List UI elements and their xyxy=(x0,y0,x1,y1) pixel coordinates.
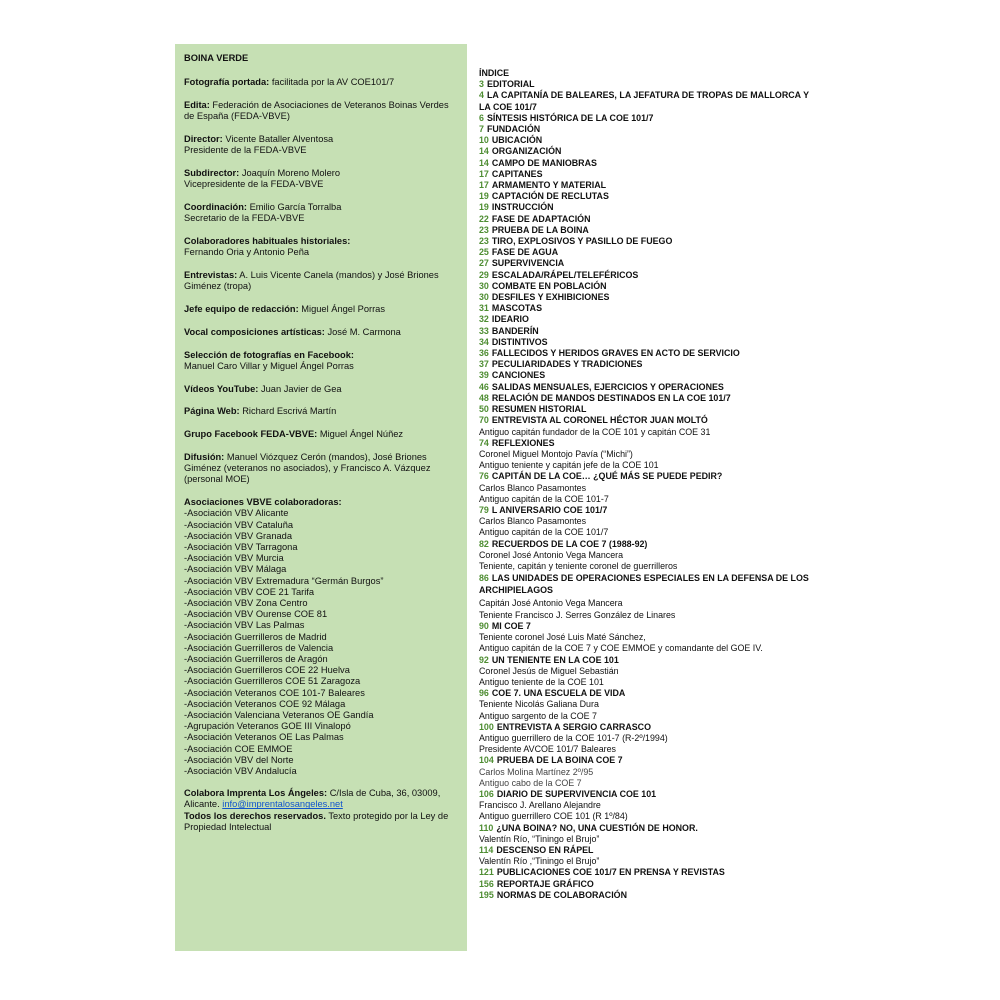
credit-item xyxy=(184,406,461,417)
toc-page-number: 27 xyxy=(479,258,489,269)
credit-item xyxy=(184,77,461,88)
credit-value-line2: Secretario de la FEDA-VBVE xyxy=(184,213,305,224)
toc-entry-title: LAS UNIDADES DE OPERACIONES ESPECIALES EN LA DEFENSA DE LOS ARCHIPIELAGOS xyxy=(479,573,809,596)
toc-entry xyxy=(479,722,809,733)
association-item: -Asociación VBV Cataluña xyxy=(184,519,294,530)
toc-page-number: 10 xyxy=(479,135,489,146)
toc-entry xyxy=(479,169,809,180)
toc-entry-author: Coronel José Antonio Vega Mancera xyxy=(479,549,624,560)
association-item: -Asociación VBV del Norte xyxy=(184,754,294,765)
association-item: -Asociación VBV Andalucía xyxy=(184,766,297,777)
credit-value-line2: Fernando Oria y Antonio Peña xyxy=(184,247,310,258)
toc-entry xyxy=(479,326,809,337)
association-item: -Asociación VBV Málaga xyxy=(184,564,287,575)
toc-page-number: 29 xyxy=(479,269,489,280)
toc-entry-title: DIARIO DE SUPERVIVENCIA COE 101 xyxy=(496,789,657,799)
toc-entry-title: SUPERVIVENCIA xyxy=(491,258,565,269)
toc-entry-title: ¿UNA BOINA? NO, UNA CUESTIÓN DE HONOR. xyxy=(496,822,698,833)
toc-entry-title: RECUERDOS DE LA COE 7 (1988-92) xyxy=(491,538,648,549)
toc-page-number: 4 xyxy=(479,90,484,101)
toc-page-number: 30 xyxy=(479,292,489,303)
toc-entry-author: Coronel Miguel Montojo Pavía (“Michi”) xyxy=(479,448,633,459)
toc-entry-title: TIRO, EXPLOSIVOS Y PASILLO DE FUEGO xyxy=(491,236,673,247)
associations-label: Asociaciones VBVE colaboradoras: xyxy=(184,497,342,508)
toc-entry-title: FASE DE ADAPTACIÓN xyxy=(491,213,591,224)
rights-text: Texto protegido por la Ley de Propiedad Intelectual xyxy=(184,810,449,832)
association-item: -Asociación Guerrilleros de Madrid xyxy=(184,631,327,642)
toc-entry-author: Teniente Francisco J. Serres González de Linares xyxy=(479,609,676,620)
toc-entry-title: UN TENIENTE EN LA COE 101 xyxy=(491,654,619,665)
toc-entry xyxy=(479,202,809,213)
printer-label: Colabora Imprenta Los Ángeles: xyxy=(184,788,328,799)
toc-entry-title: ORGANIZACIÓN xyxy=(491,146,562,157)
credit-value: Joaquín Moreno Molero xyxy=(239,168,341,178)
toc-page-number: 156 xyxy=(479,878,494,889)
toc-page-number: 50 xyxy=(479,404,489,415)
toc-entry-title: MI COE 7 xyxy=(491,620,531,631)
toc-entry-title: L ANIVERSARIO COE 101/7 xyxy=(491,504,608,515)
toc-entry-title: REFLEXIONES xyxy=(491,437,555,448)
toc-entry xyxy=(479,404,809,415)
credit-label: Director: xyxy=(184,134,223,144)
toc-entry xyxy=(479,890,809,901)
toc-entry-title: CANCIONES xyxy=(491,370,546,381)
toc-entry-author: Carlos Molina Martínez 2º/95 xyxy=(479,766,594,777)
toc-entry-title: FALLECIDOS Y HERIDOS GRAVES EN ACTO DE SERVICIO xyxy=(491,348,740,359)
toc-entry xyxy=(479,471,809,482)
toc-page-number: 25 xyxy=(479,247,489,258)
credit-label: Edita: xyxy=(184,100,210,110)
toc-entry xyxy=(479,393,809,404)
association-item: -Asociación Guerrilleros de Aragón xyxy=(184,654,328,665)
association-item: -Asociación Guerrilleros de Valencia xyxy=(184,642,334,653)
toc-entry xyxy=(479,113,809,124)
toc-entry-author: Presidente AVCOE 101/7 Baleares xyxy=(479,744,616,755)
toc-page-number: 90 xyxy=(479,620,489,631)
toc-entry xyxy=(479,688,809,699)
toc-entry-title: REPORTAJE GRÁFICO xyxy=(496,878,594,889)
printer-email-link[interactable]: info@imprentalosangeles.net xyxy=(222,799,343,810)
toc-entry-title: FASE DE AGUA xyxy=(491,247,559,258)
credit-value: Richard Escrivá Martín xyxy=(239,406,337,417)
toc-entry xyxy=(479,505,809,516)
toc-entry-author: Valentín Río, “Tiningo el Brujo” xyxy=(479,833,600,844)
association-item: -Asociación VBV Tarragona xyxy=(184,542,298,552)
toc-entry-title: PRUEBA DE LA BOINA xyxy=(491,224,589,235)
toc-entry-title: ENTREVISTA A SERGIO CARRASCO xyxy=(496,721,651,732)
toc-entry-title: DISTINTIVOS xyxy=(491,336,548,347)
credit-item xyxy=(184,384,461,395)
credit-item xyxy=(184,452,461,486)
toc-page-number: 114 xyxy=(479,845,494,856)
toc-entry-author: Valentín Río ,“Tiningo el Brujo” xyxy=(479,856,600,867)
toc-entry xyxy=(479,158,809,169)
toc-entry xyxy=(479,146,809,157)
credit-value-line2: Manuel Caro Villar y Miguel Ángel Porras xyxy=(184,360,354,371)
toc-entry-title: MASCOTAS xyxy=(491,303,542,314)
toc-entry-title: DESFILES Y EXHIBICIONES xyxy=(491,292,610,303)
toc-entry xyxy=(479,214,809,225)
toc-entry-author: Antiguo sargento de la COE 7 xyxy=(479,710,597,721)
association-item: -Asociación Veteranos OE Las Palmas xyxy=(184,732,344,743)
toc-entry xyxy=(479,438,809,449)
credit-value: facilitada por la AV COE101/7 xyxy=(269,77,395,88)
credit-label: Vídeos YouTube: xyxy=(184,383,259,394)
toc-entry-title: RESUMEN HISTORIAL xyxy=(491,404,587,415)
toc-entry-author: Antiguo teniente y capitán jefe de la COE 101 xyxy=(479,460,659,471)
toc-entry xyxy=(479,879,809,890)
association-item: -Asociación VBV Granada xyxy=(184,530,293,541)
association-item: -Asociación VBV Ourense COE 81 xyxy=(184,609,328,620)
toc-page-number: 23 xyxy=(479,236,489,247)
toc-page-number: 31 xyxy=(479,303,489,314)
toc-entry-title: DESCENSO EN RÁPEL xyxy=(496,845,594,856)
toc-page-number: 79 xyxy=(479,504,489,515)
credit-label: Entrevistas: xyxy=(184,270,238,280)
toc-entry-author: Teniente Nicolás Galiana Dura xyxy=(479,699,599,710)
toc-entry-author: Antiguo cabo de la COE 7 xyxy=(479,777,582,788)
toc-entry-author: Coronel Jesús de Miguel Sebastián xyxy=(479,665,619,676)
toc-entry xyxy=(479,655,809,666)
toc-entry xyxy=(479,789,809,800)
toc-entry-title: EDITORIAL xyxy=(486,79,535,90)
toc-entry-title: COE 7. UNA ESCUELA DE VIDA xyxy=(491,688,626,699)
toc-entry-title: ARMAMENTO Y MATERIAL xyxy=(491,180,607,191)
toc-entry xyxy=(479,755,809,766)
toc-entry-author: Capitán José Antonio Vega Mancera xyxy=(479,597,623,608)
toc-page-number: 46 xyxy=(479,381,489,392)
toc-entry-title: INSTRUCCIÓN xyxy=(491,202,554,213)
toc-entry-author: Antiguo capitán fundador de la COE 101 y capitán COE 31 xyxy=(479,426,711,437)
toc-entry xyxy=(479,258,809,269)
credit-item xyxy=(184,327,461,338)
association-item: -Agrupación Veteranos GOE III Vinalopó xyxy=(184,721,351,732)
association-item: -Asociación Guerrilleros COE 51 Zaragoza xyxy=(184,676,361,687)
toc-page-number: 70 xyxy=(479,415,489,426)
toc-page-number: 30 xyxy=(479,280,489,291)
toc-entry-author: Antiguo guerrillero de la COE 101-7 (R-2º/1994) xyxy=(479,732,668,743)
credit-label: Página Web: xyxy=(184,406,240,417)
toc-entry xyxy=(479,348,809,359)
toc-entry xyxy=(479,90,809,112)
toc-entry xyxy=(479,337,809,348)
toc-entry-title: IDEARIO xyxy=(491,314,529,325)
credit-value: A. Luis Vicente Canela (mandos) y José Briones Giménez (tropa) xyxy=(184,270,439,292)
credit-value: Miguel Ángel Porras xyxy=(298,304,385,314)
toc-page-number: 7 xyxy=(479,124,484,135)
toc-page-number: 110 xyxy=(479,822,494,833)
toc-page-number: 37 xyxy=(479,359,489,370)
toc-entry xyxy=(479,314,809,325)
toc-entry-title: SÍNTESIS HISTÓRICA DE LA COE 101/7 xyxy=(486,112,654,123)
association-item: -Asociación COE EMMOE xyxy=(184,743,293,754)
credit-value: Vicente Bataller Alventosa xyxy=(222,134,334,144)
toc-entry-title: CAMPO DE MANIOBRAS xyxy=(491,157,597,168)
table-of-contents xyxy=(479,68,809,901)
toc-page-number: 17 xyxy=(479,180,489,191)
toc-page-number: 104 xyxy=(479,755,494,766)
toc-entry xyxy=(479,382,809,393)
toc-entry-title: CAPTACIÓN DE RECLUTAS xyxy=(491,191,609,202)
toc-page-number: 86 xyxy=(479,573,489,584)
toc-entry-title: BANDERÍN xyxy=(491,325,539,336)
credit-label: Colaboradores habituales historiales: xyxy=(184,236,351,246)
association-item: -Asociación VBV Las Palmas xyxy=(184,620,305,631)
toc-page-number: 106 xyxy=(479,789,494,799)
credit-item xyxy=(184,350,461,372)
toc-entry xyxy=(479,270,809,281)
toc-entry xyxy=(479,539,809,550)
toc-entry-author: Teniente, capitán y teniente coronel de guerrilleros xyxy=(479,560,678,571)
credit-item xyxy=(184,236,461,258)
toc-entry xyxy=(479,572,809,596)
toc-entry xyxy=(479,79,809,90)
toc-entry xyxy=(479,236,809,247)
toc-entry-author: Antiguo teniente de la COE 101 xyxy=(479,676,604,687)
credit-item xyxy=(184,304,461,315)
credit-value-line2: Vicepresidente de la FEDA-VBVE xyxy=(184,179,324,190)
toc-entry-author: Carlos Blanco Pasamontes xyxy=(479,516,587,527)
toc-page-number: 6 xyxy=(479,112,484,123)
associations-block xyxy=(184,497,461,777)
toc-entry-title: UBICACIÓN xyxy=(491,135,543,146)
toc-entry-title: LA CAPITANÍA DE BALEARES, LA JEFATURA DE TROPAS DE MALLORCA Y LA COE 101/7 xyxy=(479,90,809,112)
credits-list xyxy=(184,77,461,485)
association-item: -Asociación Veteranos COE 101-7 Baleares xyxy=(184,687,365,698)
association-item: -Asociación VBV Zona Centro xyxy=(184,598,308,609)
toc-entry xyxy=(479,303,809,314)
toc-page-number: 34 xyxy=(479,336,489,347)
toc-page-number: 121 xyxy=(479,867,494,878)
toc-entry-author: Antiguo capitán de la COE 101-7 xyxy=(479,493,609,504)
toc-entries xyxy=(479,79,809,901)
credit-value: Juan Javier de Gea xyxy=(258,383,342,394)
toc-page-number: 19 xyxy=(479,191,489,202)
toc-page-number: 23 xyxy=(479,224,489,235)
printer-address: C/Isla de Cuba, 36, 03009, Alicante. xyxy=(184,788,441,810)
toc-entry xyxy=(479,370,809,381)
toc-entry-title: PRUEBA DE LA BOINA COE 7 xyxy=(496,755,623,766)
toc-entry xyxy=(479,180,809,191)
toc-entry-author: Antiguo capitán de la COE 101/7 xyxy=(479,527,609,538)
toc-page-number: 96 xyxy=(479,688,489,699)
toc-title: ÍNDICE xyxy=(479,68,510,78)
credit-item xyxy=(184,429,461,440)
toc-page-number: 14 xyxy=(479,146,489,157)
toc-entry-title: COMBATE EN POBLACIÓN xyxy=(491,280,607,291)
toc-entry xyxy=(479,247,809,258)
credit-value: Manuel Viózquez Cerón (mandos), José Briones Giménez (veteranos no asociados), y Francisco A. Vázquez (personal MOE) xyxy=(184,451,431,485)
credit-label: Subdirector: xyxy=(184,168,240,178)
credit-label: Difusión: xyxy=(184,451,225,462)
toc-entry xyxy=(479,124,809,135)
toc-page-number: 19 xyxy=(479,202,489,213)
toc-entry xyxy=(479,292,809,303)
association-item: -Asociación Valenciana Veteranos OE Gandía xyxy=(184,710,374,721)
toc-page-number: 17 xyxy=(479,168,489,179)
credit-label: Fotografía portada: xyxy=(184,77,270,88)
toc-page-number: 195 xyxy=(479,889,494,900)
toc-page-number: 39 xyxy=(479,370,489,381)
credit-value: Emilio García Torralba xyxy=(247,202,342,212)
association-item: -Asociación Guerrilleros COE 22 Huelva xyxy=(184,665,350,676)
credit-item xyxy=(184,168,461,190)
toc-page-number: 22 xyxy=(479,213,489,224)
toc-entry-title: PUBLICACIONES COE 101/7 EN PRENSA Y REVISTAS xyxy=(496,867,725,878)
credit-label: Selección de fotografías en Facebook: xyxy=(184,349,354,360)
association-item: -Asociación Veteranos COE 92 Málaga xyxy=(184,698,346,709)
toc-entry xyxy=(479,415,809,426)
credit-value-line2: Presidente de la FEDA-VBVE xyxy=(184,145,307,156)
association-item: -Asociación VBV Alicante xyxy=(184,508,289,519)
toc-entry-author: Antiguo guerrillero COE 101 (R 1º/84) xyxy=(479,811,628,822)
toc-page-number: 92 xyxy=(479,654,489,665)
toc-page-number: 82 xyxy=(479,538,489,549)
toc-entry-author: Carlos Blanco Pasamontes xyxy=(479,482,587,493)
toc-entry-title: CAPITANES xyxy=(491,168,543,179)
credit-item xyxy=(184,270,461,292)
toc-entry-title: CAPITÁN DE LA COE… ¿QUÉ MÁS SE PUEDE PEDIR? xyxy=(491,471,723,482)
credit-value: Federación de Asociaciones de Veteranos Boinas Verdes de España (FEDA-VBVE) xyxy=(184,100,449,122)
toc-entry-title: NORMAS DE COLABORACIÓN xyxy=(496,889,627,900)
toc-page-number: 36 xyxy=(479,348,489,359)
credit-label: Vocal composiciones artísticas: xyxy=(184,326,325,337)
association-item: -Asociación VBV COE 21 Tarifa xyxy=(184,586,315,597)
toc-entry xyxy=(479,845,809,856)
toc-entry xyxy=(479,359,809,370)
association-item: -Asociación VBV Murcia xyxy=(184,553,284,564)
associations-list xyxy=(184,508,461,777)
credit-label: Jefe equipo de redacción: xyxy=(184,304,299,314)
toc-entry-title: PECULIARIDADES Y TRADICIONES xyxy=(491,359,643,370)
toc-entry xyxy=(479,823,809,834)
toc-page-number: 100 xyxy=(479,721,494,732)
toc-entry-author: Francisco J. Arellano Alejandre xyxy=(479,800,601,811)
credit-item xyxy=(184,100,461,122)
toc-entry xyxy=(479,191,809,202)
printer-block xyxy=(184,788,461,833)
toc-entry xyxy=(479,135,809,146)
magazine-title: BOINA VERDE xyxy=(184,53,249,63)
toc-page-number: 3 xyxy=(479,79,484,90)
toc-page-number: 48 xyxy=(479,392,489,403)
toc-page-number: 32 xyxy=(479,314,489,325)
toc-entry-title: ESCALADA/RÁPEL/TELEFÉRICOS xyxy=(491,269,639,280)
credit-value: Miguel Ángel Núñez xyxy=(317,429,404,440)
rights-label: Todos los derechos reservados. xyxy=(184,810,326,821)
association-item: -Asociación VBV Extremadura “Germán Burgos” xyxy=(184,575,384,586)
toc-entry xyxy=(479,281,809,292)
toc-entry-title: RELACIÓN DE MANDOS DESTINADOS EN LA COE 101/7 xyxy=(491,392,731,403)
toc-entry xyxy=(479,867,809,878)
credit-label: Grupo Facebook FEDA-VBVE: xyxy=(184,429,318,440)
credit-label: Coordinación: xyxy=(184,202,248,212)
credit-item xyxy=(184,134,461,156)
toc-entry-author: Teniente coronel José Luis Maté Sánchez, xyxy=(479,632,646,643)
toc-entry-author: Antiguo capitán de la COE 7 y COE EMMOE y comandante del GOE IV. xyxy=(479,643,763,654)
toc-entry xyxy=(479,225,809,236)
toc-page-number: 33 xyxy=(479,325,489,336)
toc-entry xyxy=(479,621,809,632)
toc-entry-title: ENTREVISTA AL CORONEL HÉCTOR JUAN MOLTÓ xyxy=(491,415,708,426)
toc-page-number: 14 xyxy=(479,157,489,168)
toc-page-number: 74 xyxy=(479,437,489,448)
toc-entry-title: FUNDACIÓN xyxy=(486,124,541,135)
credit-value: José M. Carmona xyxy=(324,326,401,337)
toc-page-number: 76 xyxy=(479,471,489,482)
credit-item xyxy=(184,202,461,224)
credits-panel xyxy=(175,44,467,951)
toc-entry-title: SALIDAS MENSUALES, EJERCICIOS Y OPERACIONES xyxy=(491,381,724,392)
